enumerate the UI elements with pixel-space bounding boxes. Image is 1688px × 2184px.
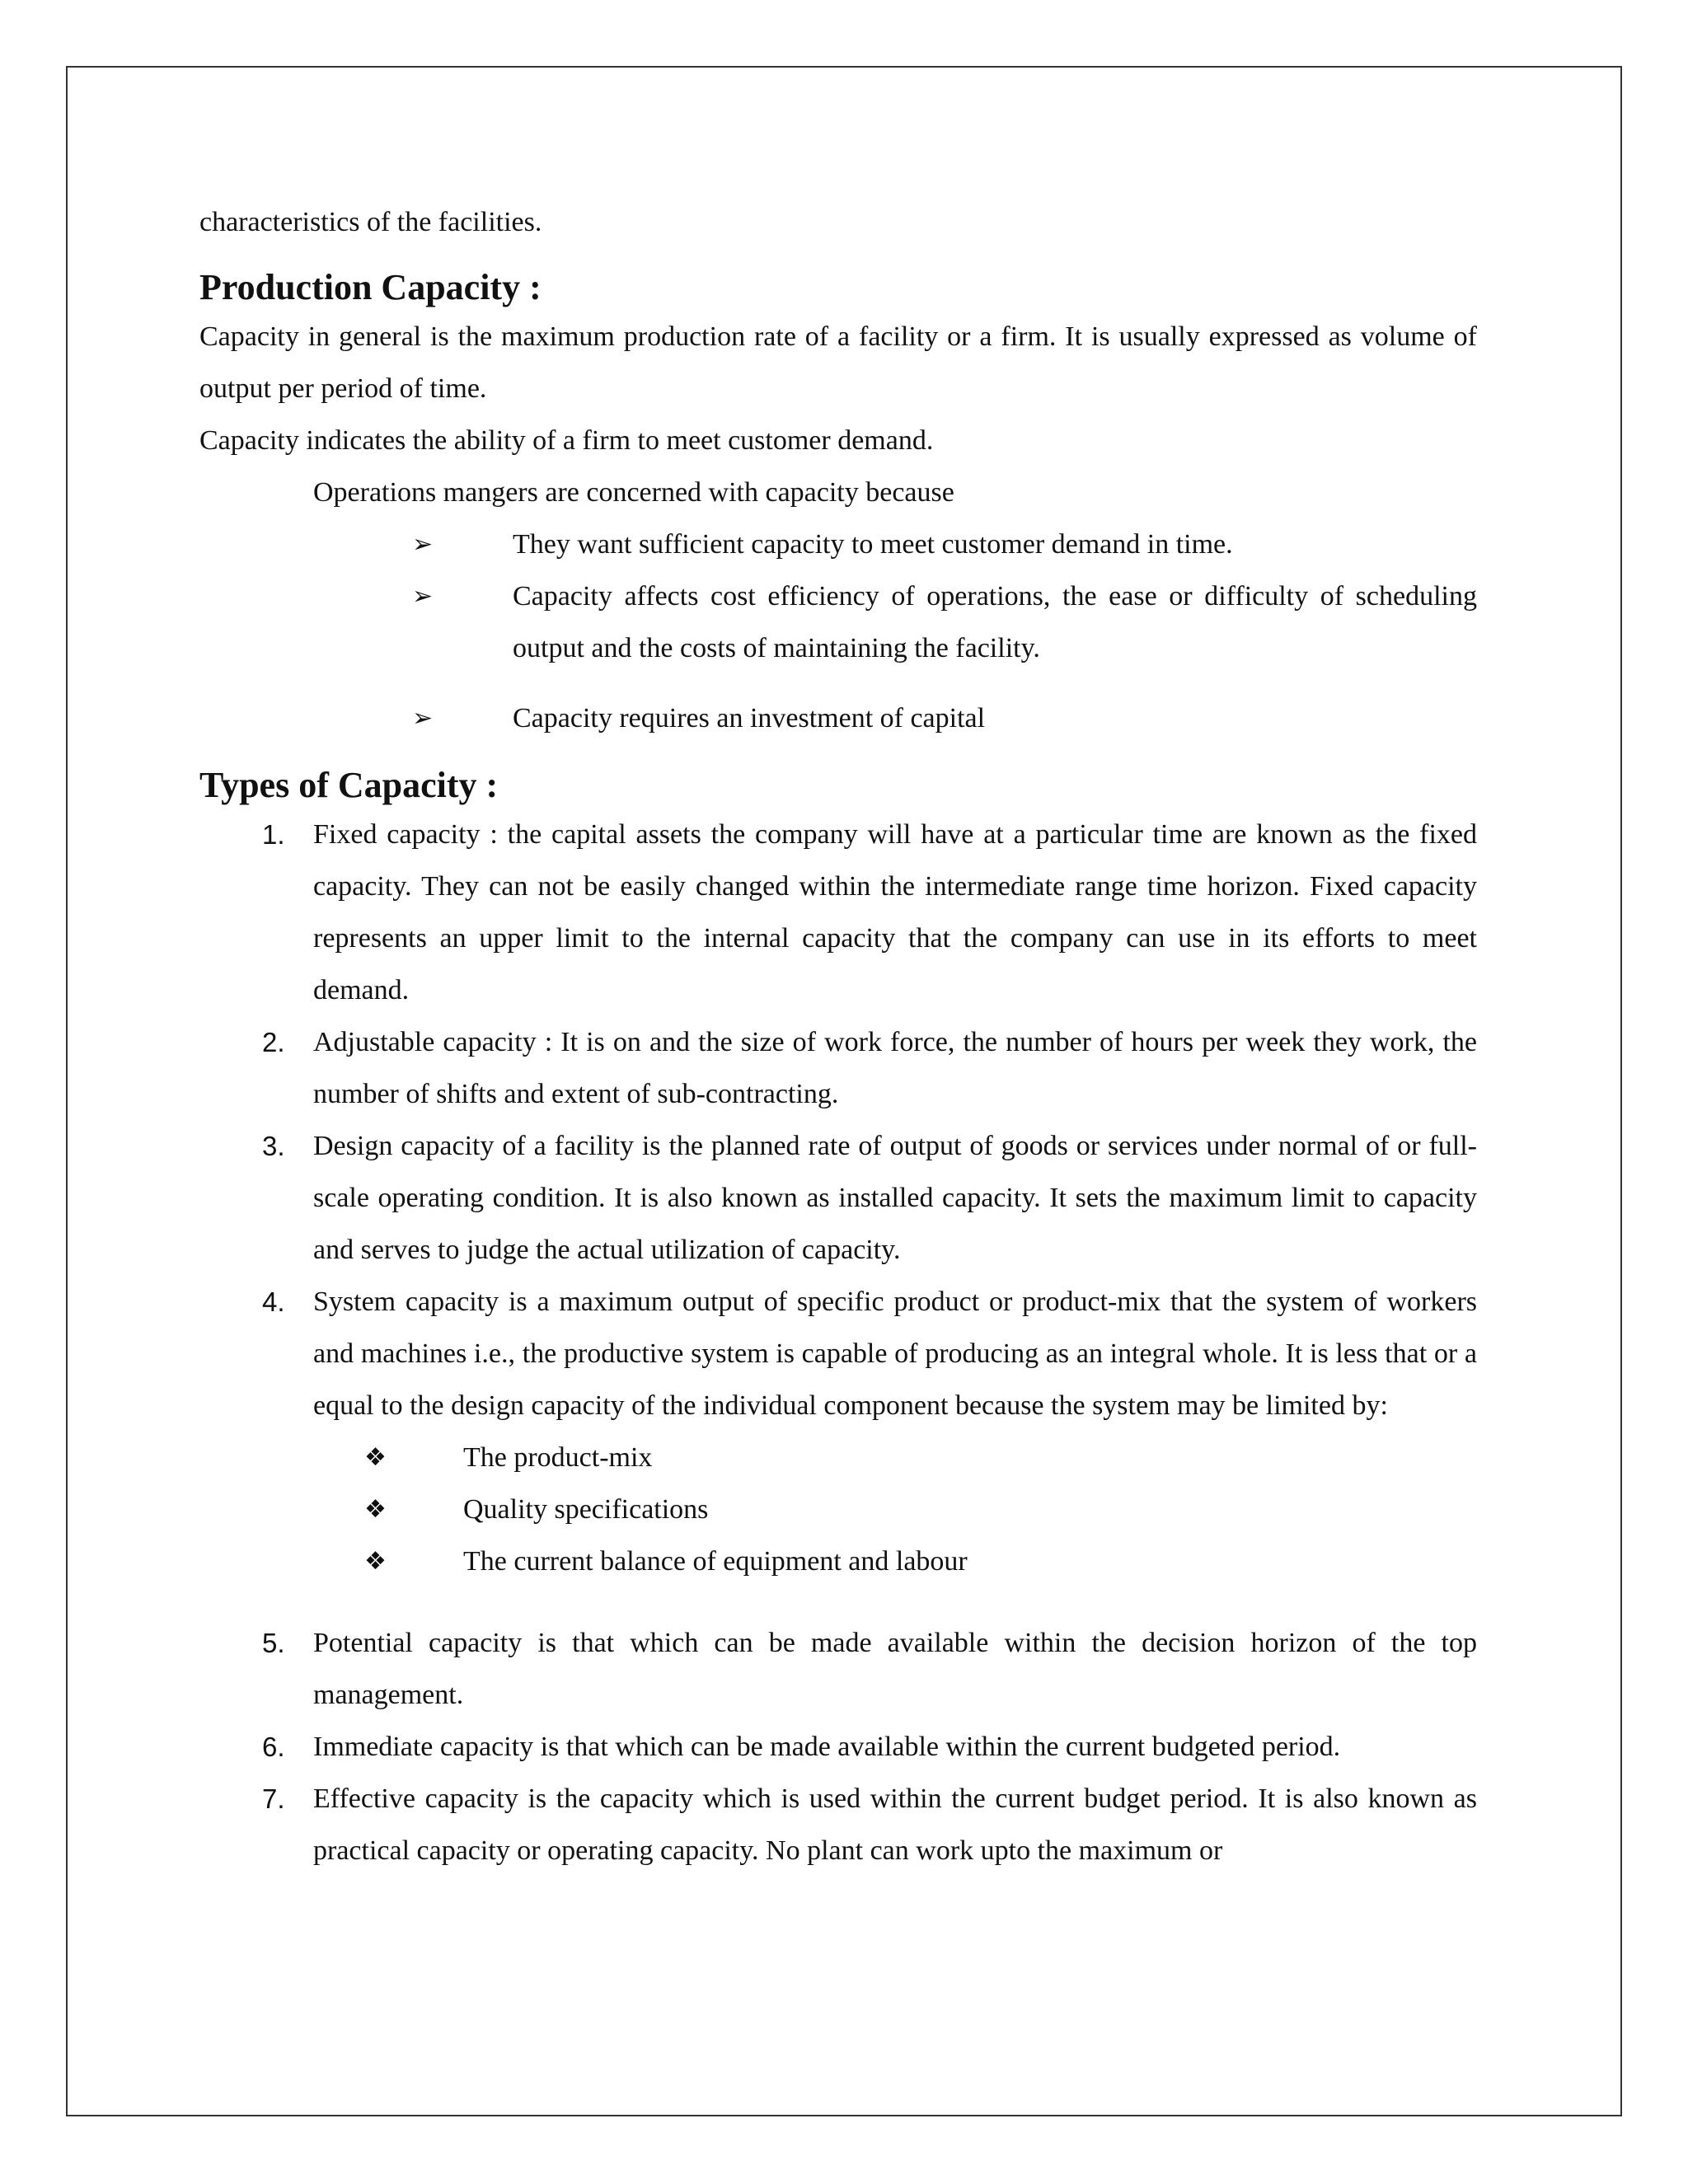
arrow-bullet-icon: ➢ (412, 704, 434, 733)
types-numbered-list (199, 808, 1477, 1877)
arrow-bullet-icon: ➢ (412, 582, 434, 611)
list-item (199, 1483, 1477, 1535)
item-text: Adjustable capacity : It is on and the size of work force, the number of hours per week they work, the number of shifts and extent of sub-contracting. (313, 1027, 1477, 1109)
arrow-bullet-icon: ➢ (412, 530, 434, 559)
production-para-1: Capacity in general is the maximum production rate of a facility or a firm. It is usually expressed as volume of output per period of time. (199, 321, 1477, 404)
item-text: Design capacity of a facility is the planned rate of output of goods or services under normal of or full-scale operating condition. It is also known as installed capacity. It sets the maximum limit to capacity and serves to judge the actual utilization of capacity. (313, 1131, 1477, 1265)
list-item (199, 808, 1477, 1016)
bullet-text: Capacity affects cost efficiency of operations, the ease or difficulty of scheduling output and the costs of maintaining the facility. (513, 581, 1477, 663)
list-number: 3. (262, 1131, 285, 1161)
bullet-text: They want sufficient capacity to meet customer demand in time. (513, 529, 1233, 560)
list-number: 5. (262, 1628, 285, 1658)
production-bullet-list (199, 518, 1477, 744)
diamond-bullet-icon: ❖ (364, 1443, 387, 1472)
list-item (199, 1773, 1477, 1877)
list-number: 7. (262, 1783, 285, 1814)
sub-bullet-text: The product-mix (463, 1442, 653, 1473)
system-limit-sublist (313, 1432, 1477, 1587)
item-text: Potential capacity is that which can be made available within the decision horizon of the top management. (313, 1628, 1477, 1710)
list-number: 1. (262, 819, 285, 850)
production-lead: Operations mangers are concerned with capacity because (313, 477, 954, 508)
list-number: 2. (262, 1027, 285, 1057)
item-text: Immediate capacity is that which can be made available within the current budgeted period. (313, 1732, 1341, 1762)
list-number: 4. (262, 1286, 285, 1317)
bullet-text: Capacity requires an investment of capital (513, 703, 986, 733)
item-text: System capacity is a maximum output of specific product or product-mix that the system of workers and machines i.e., the productive system is capable of producing as an integral whole. It is less that or a equal to the design capacity of the individual component because the system may be limited by: (313, 1286, 1477, 1421)
types-of-capacity-heading: Types of Capacity : (199, 765, 499, 805)
list-item (199, 692, 1477, 744)
item-text: Fixed capacity : the capital assets the company will have at a particular time are known as the fixed capacity. They can not be easily changed within the intermediate range time horizon. Fixed capacity represents an upper limit to the internal capacity that the company can use in its efforts to meet demand. (313, 819, 1477, 1005)
document-body (199, 196, 1477, 1877)
diamond-bullet-icon: ❖ (364, 1547, 387, 1576)
list-item (199, 1276, 1477, 1587)
diamond-bullet-icon: ❖ (364, 1495, 387, 1524)
list-number: 6. (262, 1732, 285, 1762)
intro-line: characteristics of the facilities. (199, 207, 542, 237)
sub-bullet-text: The current balance of equipment and labour (463, 1546, 968, 1577)
list-item (199, 1016, 1477, 1120)
list-item (199, 1120, 1477, 1276)
list-item (199, 1721, 1477, 1773)
list-item (199, 570, 1477, 674)
list-item (199, 1617, 1477, 1721)
production-capacity-heading: Production Capacity : (199, 267, 542, 307)
item-text: Effective capacity is the capacity which is used within the current budget period. It is also known as practical capacity or operating capacity. No plant can work upto the maximum or (313, 1783, 1477, 1866)
production-para-2: Capacity indicates the ability of a firm to meet customer demand. (199, 425, 934, 456)
list-item (199, 518, 1477, 570)
list-item (199, 1535, 1477, 1587)
sub-bullet-text: Quality specifications (463, 1494, 709, 1525)
list-item (199, 1432, 1477, 1483)
